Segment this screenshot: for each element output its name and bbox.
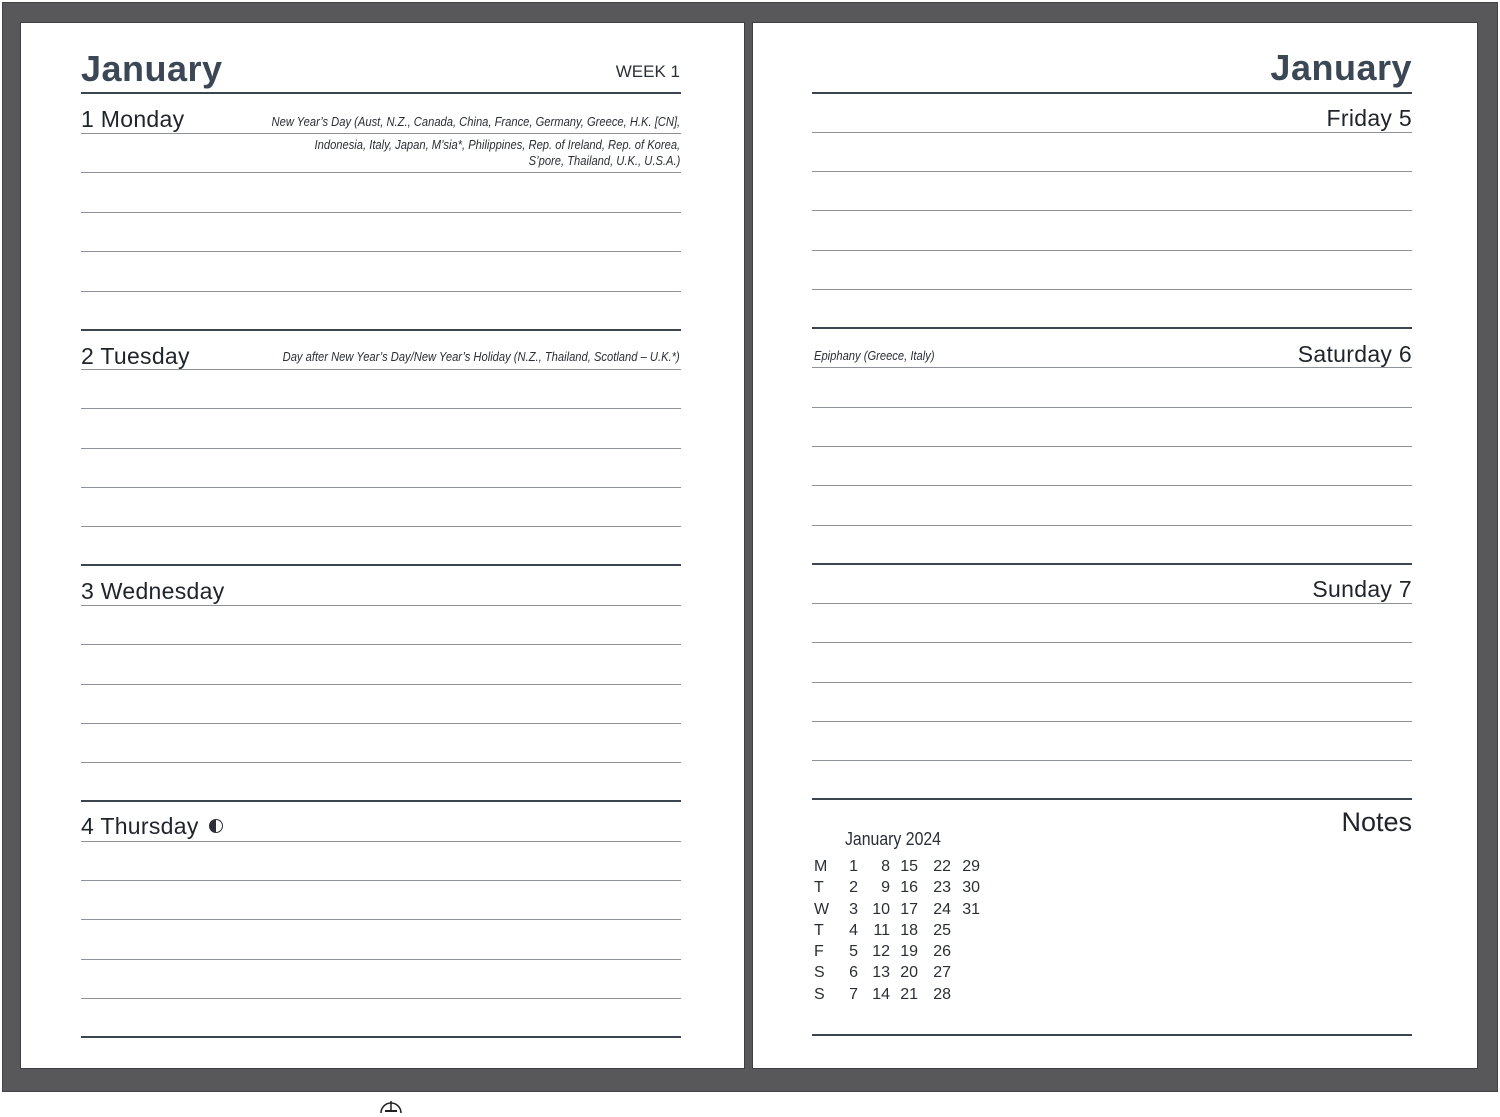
writing-line[interactable] xyxy=(81,762,681,763)
ruled-line xyxy=(81,841,681,842)
weekday-letter: S xyxy=(814,985,825,1003)
writing-line[interactable] xyxy=(812,682,1412,683)
date-cell: 11 xyxy=(873,921,890,939)
date-cell: 29 xyxy=(962,858,980,875)
day-label: 2 Tuesday xyxy=(81,343,190,369)
writing-line[interactable] xyxy=(812,721,1412,722)
date-cell: 15 xyxy=(900,858,918,875)
holiday-note: New Year’s Day (Aust, N.Z., Canada, China, France, Germany, Greece, H.K. [CN], xyxy=(271,114,680,129)
day-label: 1 Monday xyxy=(81,106,185,132)
writing-line[interactable] xyxy=(81,998,681,999)
writing-line[interactable] xyxy=(81,172,681,173)
weekday-letter: S xyxy=(814,964,825,982)
writing-line[interactable] xyxy=(81,408,681,409)
date-cell: 17 xyxy=(900,900,918,918)
holiday-note: Epiphany (Greece, Italy) xyxy=(814,348,935,363)
day-label: Saturday 6 xyxy=(1297,341,1412,367)
date-cell: 3 xyxy=(849,900,858,918)
date-cell: 12 xyxy=(872,943,890,961)
date-cell: 24 xyxy=(933,900,951,918)
date-cell: 22 xyxy=(933,858,951,875)
writing-line[interactable] xyxy=(81,723,681,724)
ruled-line xyxy=(812,132,1412,133)
writing-line[interactable] xyxy=(81,959,681,960)
date-cell: 1 xyxy=(849,858,858,875)
writing-line[interactable] xyxy=(81,487,681,488)
moon-first-quarter-icon xyxy=(209,819,223,833)
date-cell: 21 xyxy=(900,985,918,1003)
writing-line[interactable] xyxy=(81,684,681,685)
writing-line[interactable] xyxy=(81,526,681,527)
date-cell: 8 xyxy=(881,858,890,875)
day-divider xyxy=(812,563,1412,565)
writing-line[interactable] xyxy=(81,644,681,645)
date-cell: 6 xyxy=(849,964,858,982)
date-cell: 20 xyxy=(900,964,918,982)
holiday-note: Indonesia, Italy, Japan, M’sia*, Philippines, Rep. of Ireland, Rep. of Korea, xyxy=(314,137,680,152)
writing-line[interactable] xyxy=(81,448,681,449)
day-divider xyxy=(81,329,681,331)
date-cell: 13 xyxy=(872,964,890,982)
date-cell: 31 xyxy=(962,900,980,918)
weekday-letter: W xyxy=(814,900,830,918)
writing-line[interactable] xyxy=(812,760,1412,761)
day-divider xyxy=(812,798,1412,800)
writing-line[interactable] xyxy=(812,289,1412,290)
left-page xyxy=(20,22,745,1069)
date-cell: 14 xyxy=(872,985,890,1003)
right-page xyxy=(752,22,1478,1069)
date-cell: 27 xyxy=(933,964,951,982)
writing-line[interactable] xyxy=(81,251,681,252)
day-divider xyxy=(81,564,681,566)
notes-bottom-rule xyxy=(812,1034,1412,1036)
date-cell: 16 xyxy=(900,879,918,897)
writing-line[interactable] xyxy=(812,642,1412,643)
ruled-line xyxy=(81,605,681,606)
writing-line[interactable] xyxy=(81,919,681,920)
holiday-note: S’pore, Thailand, U.K., U.S.A.) xyxy=(528,153,680,168)
date-cell: 25 xyxy=(933,921,951,939)
header-rule xyxy=(812,92,1412,94)
date-cell: 4 xyxy=(849,921,858,939)
date-cell: 2 xyxy=(849,879,858,897)
day-label: 3 Wednesday xyxy=(81,578,225,604)
weekday-letter: T xyxy=(814,921,824,939)
weekday-letter: F xyxy=(814,943,824,961)
date-cell: 28 xyxy=(933,985,951,1003)
day-label: Friday 5 xyxy=(1326,105,1412,131)
date-cell: 10 xyxy=(872,900,890,918)
date-cell: 7 xyxy=(849,985,858,1003)
registration-mark-icon xyxy=(379,1099,403,1113)
weekday-letter: M xyxy=(814,858,828,875)
writing-line[interactable] xyxy=(812,407,1412,408)
writing-line[interactable] xyxy=(812,525,1412,526)
writing-line[interactable] xyxy=(812,485,1412,486)
weekday-letter: T xyxy=(814,879,824,897)
header-rule xyxy=(81,92,681,94)
date-cell: 23 xyxy=(933,879,951,897)
day-divider xyxy=(81,1036,681,1038)
date-cell: 18 xyxy=(900,921,918,939)
writing-line[interactable] xyxy=(81,880,681,881)
day-label-text: 4 Thursday xyxy=(81,813,199,839)
ruled-line xyxy=(81,133,681,134)
writing-line[interactable] xyxy=(812,250,1412,251)
holiday-note: Day after New Year’s Day/New Year’s Holiday (N.Z., Thailand, Scotland – U.K.*) xyxy=(282,349,680,364)
day-label: Sunday 7 xyxy=(1312,576,1412,602)
day-label xyxy=(81,813,223,840)
page-month-title: January xyxy=(81,48,223,89)
writing-line[interactable] xyxy=(812,171,1412,172)
ruled-line xyxy=(812,367,1412,368)
mini-calendar-title: January 2024 xyxy=(845,829,942,849)
day-divider xyxy=(812,327,1412,329)
writing-line[interactable] xyxy=(812,210,1412,211)
week-label: WEEK 1 xyxy=(615,62,680,81)
writing-line[interactable] xyxy=(812,446,1412,447)
page-month-title: January xyxy=(1270,47,1412,88)
date-cell: 30 xyxy=(962,879,980,897)
writing-line[interactable] xyxy=(81,212,681,213)
date-cell: 5 xyxy=(849,943,858,961)
ruled-line xyxy=(81,369,681,370)
notes-label: Notes xyxy=(1341,807,1412,837)
date-cell: 9 xyxy=(881,879,890,897)
date-cell: 26 xyxy=(933,943,951,961)
day-divider xyxy=(81,800,681,802)
date-cell: 19 xyxy=(900,943,918,961)
writing-line[interactable] xyxy=(81,291,681,292)
ruled-line xyxy=(812,603,1412,604)
